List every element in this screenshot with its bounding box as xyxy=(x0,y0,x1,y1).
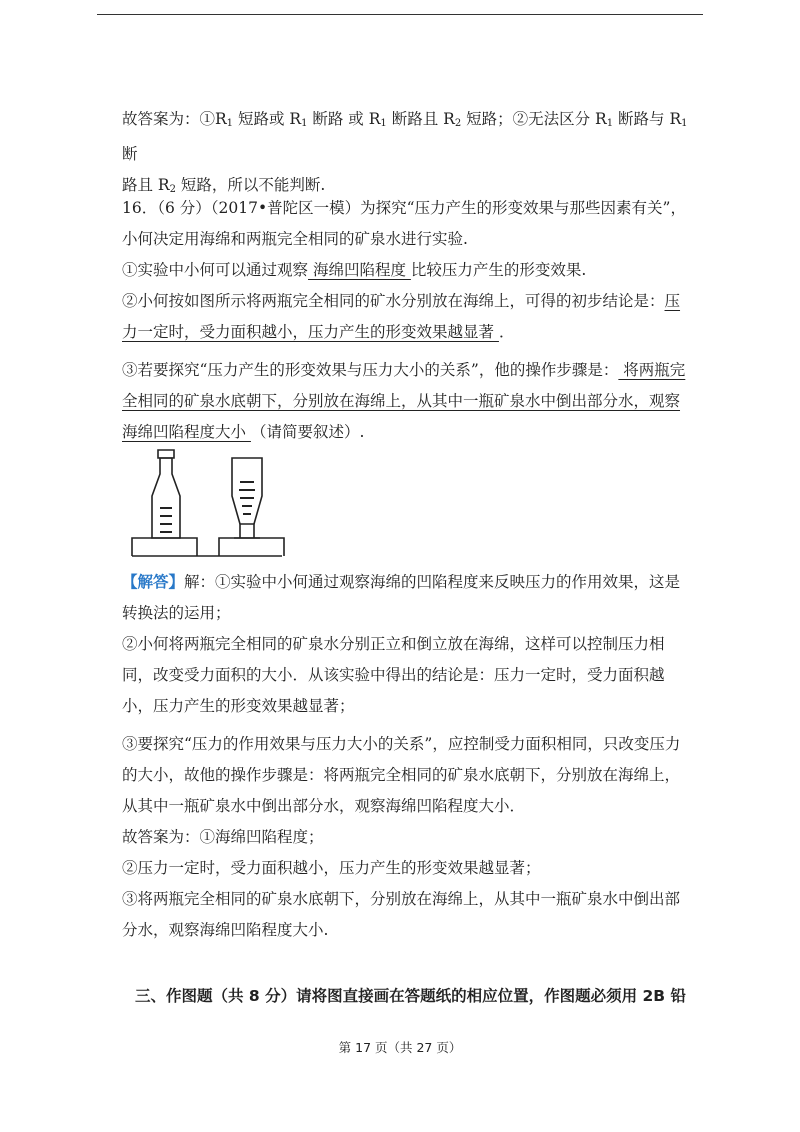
answer-summary-0: 故答案为：①海绵凹陷程度； xyxy=(122,828,324,846)
solution-step-1: 【解答】解：①实验中小何通过观察海绵的凹陷程度来反映压力的作用效果，这是转换法的运用； xyxy=(122,573,681,622)
answer-blank-3: 将两瓶完全相同的矿泉水底朝下，分别放在海绵上，从其中一瓶矿泉水中倒出部分水，观察海绵凹陷程度大小 xyxy=(122,361,686,441)
question-part-3: ③若要探究“压力产生的形变效果与压力大小的关系”，他的操作步骤是： 将两瓶完全相同的矿泉水底朝下，分别放在海绵上，从其中一瓶矿泉水中倒出部分水，观察海绵凹陷程度大小 （请简要叙述）. xyxy=(122,361,686,441)
right-sponge xyxy=(219,538,284,556)
upright-bottle xyxy=(152,458,180,538)
header-rule xyxy=(97,14,703,15)
solution-step-2: ②小何将两瓶完全相同的矿泉水分别正立和倒立放在海绵，这样可以控制压力相同，改变受力面积的大小．从该实验中得出的结论是：压力一定时，受力面积越小，压力产生的形变效果越显著； xyxy=(122,635,665,715)
solution-step-3: ③要探究“压力的作用效果与压力大小的关系”，应控制受力面积相同，只改变压力的大小，故他的操作步骤是：将两瓶完全相同的矿泉水底朝下，分别放在海绵上，从其中一瓶矿泉水中倒出部分水，观察海绵凹陷程度大小． xyxy=(122,735,681,815)
question-stem: 16．（6 分）（2017•普陀区一模）为探究“压力产生的形变效果与那些因素有关”，小何决定用海绵和两瓶完全相同的矿泉水进行实验. xyxy=(122,199,686,248)
solution-tag: 【解答】 xyxy=(122,573,185,591)
question-part-2: ②小何按如图所示将两瓶完全相同的矿水分别放在海绵上，可得的初步结论是：压力一定时，受力面积越小，压力产生的形变效果越显著 ． xyxy=(122,292,681,341)
answer-blank-2: 压力一定时，受力面积越小，压力产生的形变效果越显著 xyxy=(122,292,681,341)
previous-answer: 故答案为：$①R_1$ 短路或 $R_1$ 断路 或 $R_1$ 断路且 $R_2$ 短路；②无法区分 $R_1$ 断路与 $R_1$ 断 路且 $R_2$ 短路，所以不能判断. xyxy=(122,110,688,195)
answer-summary-2: ③将两瓶完全相同的矿泉水底朝下，分别放在海绵上，从其中一瓶矿泉水中倒出部分水，观察海绵凹陷程度大小. xyxy=(122,890,681,939)
answer-summary-1: ②压力一定时，受力面积越小，压力产生的形变效果越显著； xyxy=(122,859,541,877)
section-title: 三、作图题（共 8 分）请将图直接画在答题纸的相应位置，作图题必须用 2B 铅 xyxy=(135,987,686,1005)
left-sponge xyxy=(132,538,197,556)
inverted-bottle xyxy=(234,524,260,538)
answer-blank-1: 海绵凹陷程度 xyxy=(308,261,411,279)
page-footer: 第 17 页（共 27 页） xyxy=(338,1040,462,1055)
question-part-1: ①实验中小何可以通过观察 海绵凹陷程度 比较压力产生的形变效果. xyxy=(122,261,587,279)
bottles-on-sponge-figure xyxy=(122,446,292,561)
